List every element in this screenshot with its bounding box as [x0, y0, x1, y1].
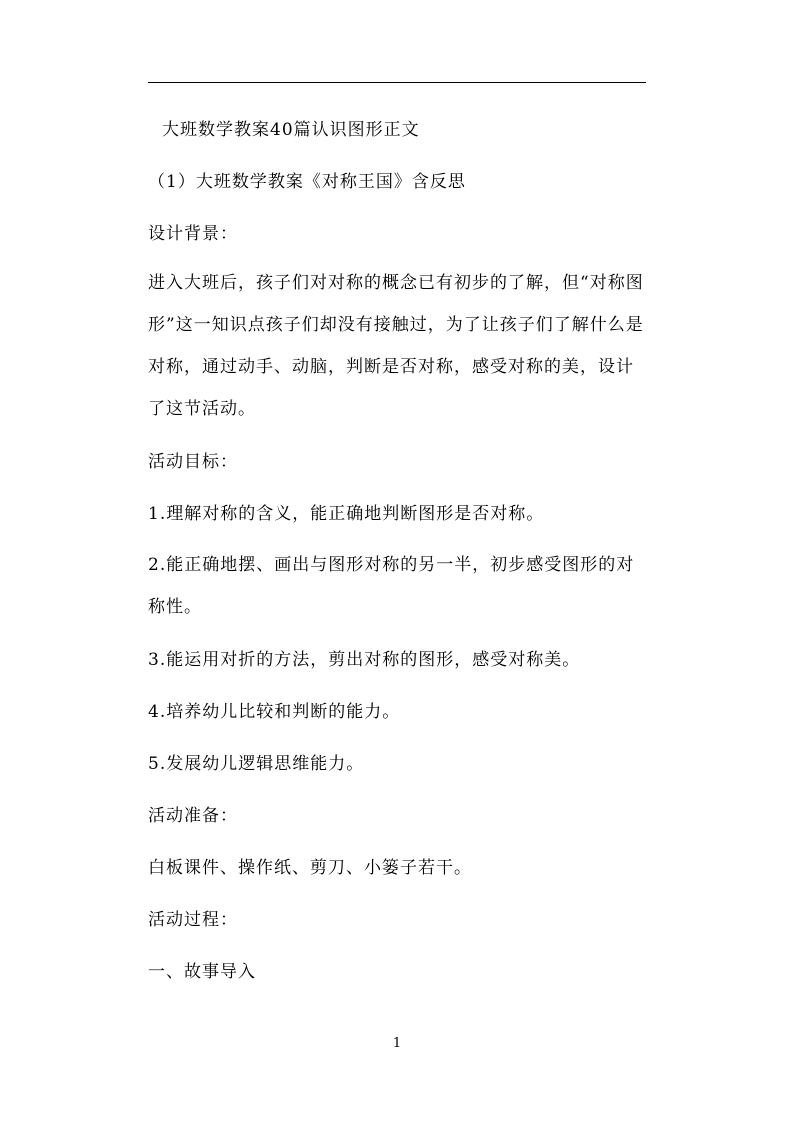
header-rule — [148, 82, 646, 83]
background-heading: 设计背景： — [148, 224, 238, 244]
goal-item-2: 2.能正确地摆、画出与图形对称的另一半，初步感受图形的对称性。 — [148, 555, 635, 617]
goal-item-3: 3.能运用对折的方法，剪出对称的图形，感受对称美。 — [148, 650, 581, 670]
goal-item-4: 4.培养幼儿比较和判断的能力。 — [148, 702, 401, 722]
background-paragraph: 进入大班后，孩子们对对称的概念已有初步的了解，但“对称图形”这一知识点孩子们却没有接触过，为了让孩子们了解什么是对称，通过动手、动脑，判断是否对称，感受对称的美，设计了这节活动。 — [148, 273, 644, 419]
document-subtitle: （1）大班数学教案《对称王国》含反思 — [148, 172, 466, 192]
prep-text: 白板课件、操作纸、剪刀、小篓子若干。 — [148, 858, 472, 878]
document-title: 大班数学教案40篇认识图形正文 — [162, 120, 420, 140]
prep-heading: 活动准备： — [148, 806, 238, 826]
goals-heading: 活动目标： — [148, 452, 238, 472]
goal-item-1: 1.理解对称的含义，能正确地判断图形是否对称。 — [148, 504, 545, 524]
process-step-1: 一、故事导入 — [148, 962, 256, 982]
process-heading: 活动过程： — [148, 910, 238, 930]
page-number: 1 — [392, 1036, 402, 1051]
goal-item-5: 5.发展幼儿逻辑思维能力。 — [148, 754, 365, 774]
